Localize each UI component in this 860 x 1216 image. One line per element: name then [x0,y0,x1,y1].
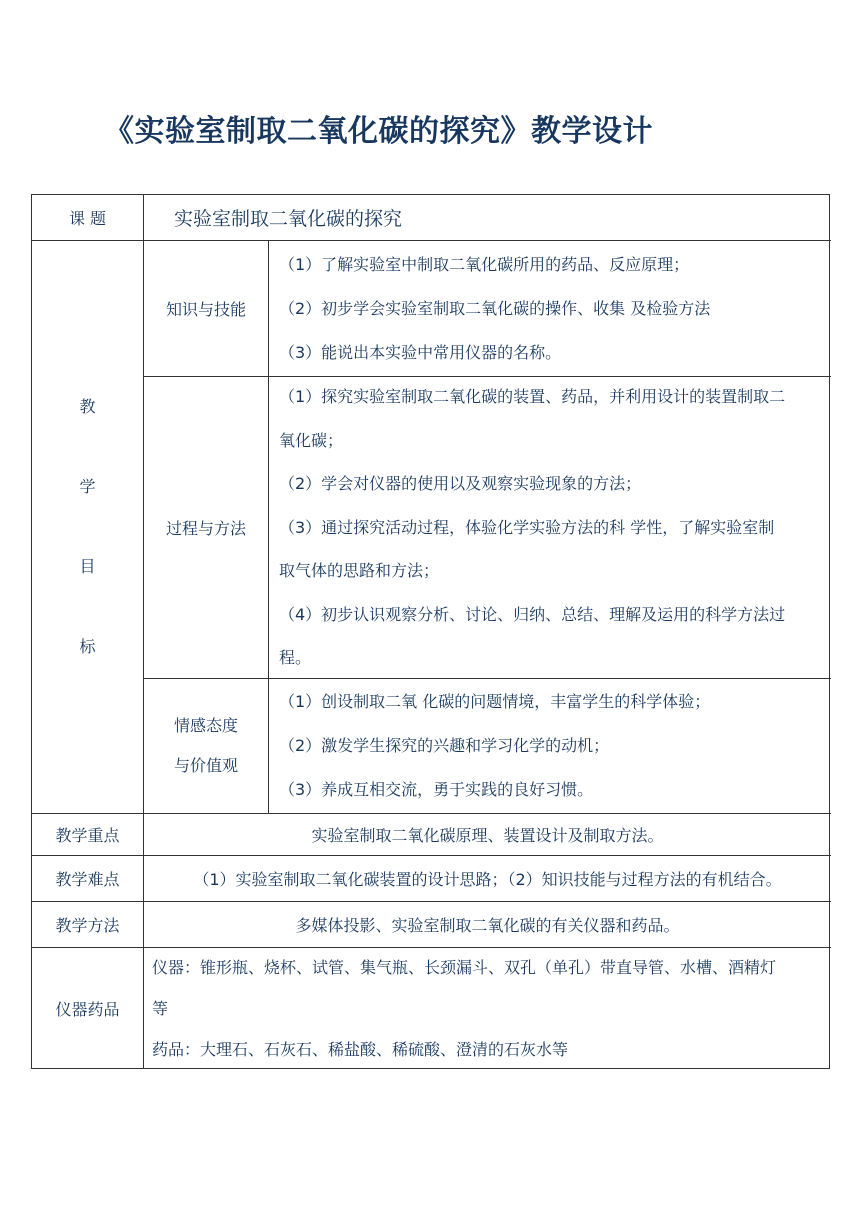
process-line: 氧化碳； [279,430,344,450]
process-content [269,377,831,679]
difficulty-label: 教学难点 [32,856,144,902]
difficulty-value: （1）实验室制取二氧化碳装置的设计思路；（2）知识技能与过程方法的有机结合。 [144,856,831,902]
process-label: 过程与方法 [144,377,269,679]
equipment-label: 仪器药品 [32,948,144,1069]
method-value: 多媒体投影、实验室制取二氧化碳的有关仪器和药品。 [144,902,831,948]
knowledge-content [269,241,831,377]
process-line: 取气体的思路和方法； [279,561,440,581]
document-title: 《实验室制取二氧化碳的探究》教学设计 [104,114,653,149]
emotion-line: （2）激发学生探究的兴趣和学习化学的动机； [279,736,610,755]
lesson-plan-table [31,194,830,1069]
key-point-value: 实验室制取二氧化碳原理、装置设计及制取方法。 [144,814,831,856]
knowledge-line: （3）能说出本实验中常用仪器的名称。 [279,342,562,362]
subject-label: 课 题 [32,195,144,241]
knowledge-line: （1）了解实验室中制取二氧化碳所用的药品、反应原理； [279,254,690,274]
emotion-label [144,679,269,814]
objectives-label-char: 学 [79,477,96,496]
emotion-label-line: 情感态度 [173,716,238,735]
equipment-content [144,948,831,1069]
objectives-label-char: 教 [79,397,96,416]
process-line: （3）通过探究活动过程，体验化学实验方法的科 学性，了解实验室制 [279,517,775,537]
key-point-label: 教学重点 [32,814,144,856]
process-line: （1）探究实验室制取二氧化碳的装置、药品，并利用设计的装置制取二 [279,387,786,407]
equipment-line: 仪器：锥形瓶、烧杯、试管、集气瓶、长颈漏斗、双孔（单孔）带直导管、水槽、酒精灯 [152,958,777,977]
objectives-label-char: 目 [79,557,96,576]
equipment-line: 等 [152,999,169,1018]
process-line: （4）初步认识观察分析、讨论、归纳、总结、理解及运用的科学方法过 [279,604,786,624]
objectives-label [32,241,144,814]
knowledge-line: （2）初步学会实验室制取二氧化碳的操作、收集 及检验方法 [279,298,711,318]
process-line: 程。 [279,648,312,668]
method-label: 教学方法 [32,902,144,948]
equipment-line: 药品：大理石、石灰石、稀盐酸、稀硫酸、澄清的石灰水等 [152,1040,569,1059]
emotion-line: （3）养成互相交流，勇于实践的良好习惯。 [279,780,594,799]
objectives-label-char: 标 [79,637,96,656]
knowledge-label: 知识与技能 [144,241,269,377]
subject-value: 实验室制取二氧化碳的探究 [144,195,831,241]
emotion-content [269,679,831,814]
emotion-line: （1）创设制取二氧 化碳的问题情境，丰富学生的科学体验； [279,692,711,711]
emotion-label-line: 与价值观 [173,756,238,775]
process-line: （2）学会对仪器的使用以及观察实验现象的方法； [279,474,642,494]
